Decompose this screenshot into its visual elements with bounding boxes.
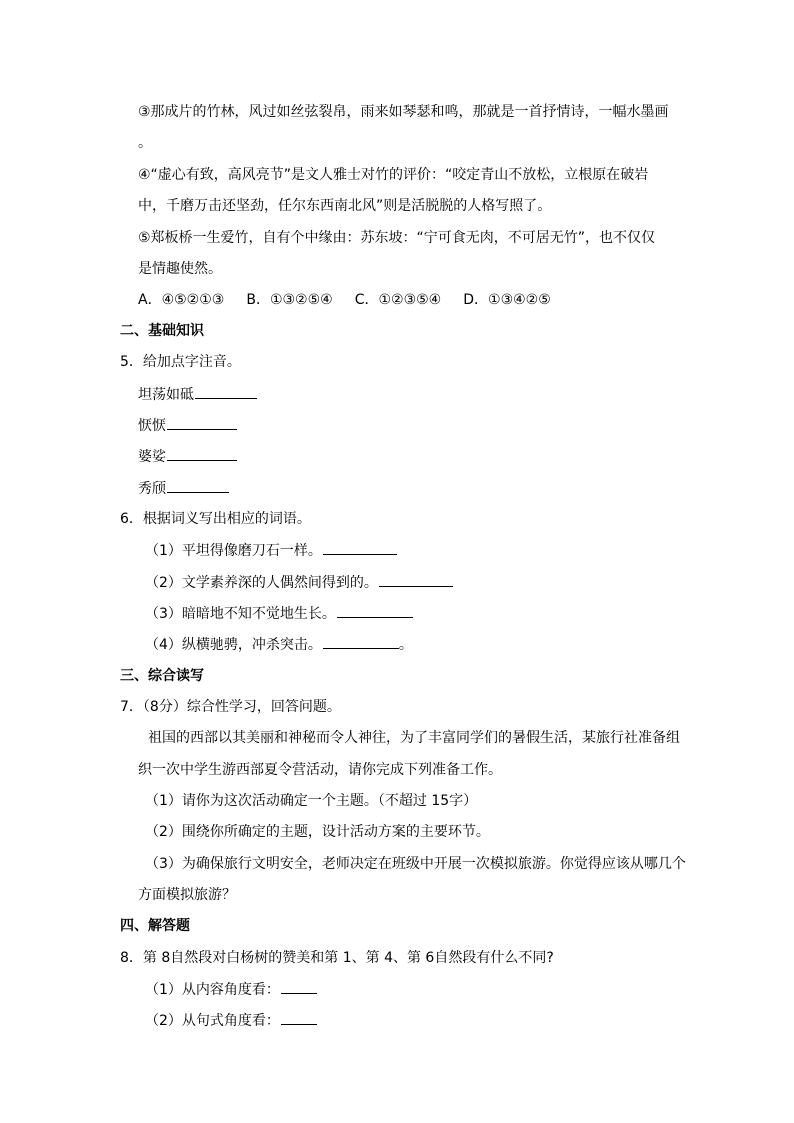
q6-answer-blank-1[interactable] (323, 540, 397, 555)
option-c[interactable]: C．①②③⑤④ (354, 292, 442, 308)
q6-answer-blank-3[interactable] (337, 603, 413, 618)
q8-sub1 (145, 979, 317, 1000)
q5-answer-blank-3[interactable] (167, 446, 237, 461)
q4-item5-line1: ⑤郑板桥一生爱竹，自有个中缘由：苏东坡：“宁可食无肉，不可居无竹”，也不仅仅 (138, 230, 656, 246)
section2-heading: 二、基础知识 (120, 323, 204, 339)
q5-item-1 (138, 384, 257, 405)
q6-item-3-text: （3）暗暗地不知不觉地生长。 (145, 606, 336, 622)
q4-item5-line2: 是情趣使然。 (138, 261, 222, 277)
q7-sub3-line1: （3）为确保旅行文明安全，老师决定在班级中开展一次模拟旅游。你觉得应该从哪几个 (145, 856, 686, 872)
q6-item-4-tail: 。 (398, 637, 413, 653)
q7-stem: 7．（8分）综合性学习，回答问题。 (120, 699, 341, 715)
q6-answer-blank-2[interactable] (379, 572, 453, 587)
q7-sub3-line2: 方面模拟旅游？ (138, 887, 236, 903)
q6-item-4-text: （4）纵横驰骋，冲杀突击。 (145, 637, 322, 653)
q4-options (138, 290, 573, 310)
q6-item-2 (145, 572, 453, 593)
q5-item-1-text: 坦荡如砥 (138, 387, 194, 403)
q5-answer-blank-4[interactable] (167, 478, 229, 493)
q8-sub2-text: （2）从句式角度看： (145, 1013, 280, 1029)
q5-answer-blank-1[interactable] (195, 384, 257, 399)
q5-item-3 (138, 446, 237, 467)
q7-paragraph-line1: 祖国的西部以其美丽和神秘而令人神往，为了丰富同学们的暑假生活，某旅行社准备组 (148, 730, 680, 746)
q6-item-4 (145, 634, 413, 655)
q7-paragraph-line2: 织一次中学生游西部夏令营活动，请你完成下列准备工作。 (138, 762, 502, 778)
q6-answer-blank-4[interactable] (323, 634, 399, 649)
q7-sub1: （1）请你为这次活动确定一个主题。（不超过 15字） (145, 793, 478, 809)
q8-answer-blank-1[interactable] (281, 979, 317, 994)
q6-item-1 (145, 540, 397, 561)
q5-item-3-text: 婆娑 (138, 449, 166, 465)
q4-item4-line2: 中，千磨万击还坚劲，任尔东西南北风”则是活脱脱的人格写照了。 (138, 198, 552, 214)
q5-answer-blank-2[interactable] (167, 415, 237, 430)
q8-sub1-text: （1）从内容角度看： (145, 982, 280, 998)
q8-answer-blank-2[interactable] (281, 1010, 317, 1025)
q4-item4-line1: ④“虚心有致，高风亮节”是文人雅士对竹的评价：“咬定青山不放松，立根原在破岩 (138, 167, 649, 183)
q8-sub2 (145, 1010, 317, 1031)
q5-item-4-text: 秀颀 (138, 481, 166, 497)
q7-sub2: （2）围绕你所确定的主题，设计活动方案的主要环节。 (145, 824, 490, 840)
q6-item-1-text: （1）平坦得像磨刀石一样。 (145, 543, 322, 559)
section4-heading: 四、解答题 (120, 918, 190, 934)
q5-stem: 5．给加点字注音。 (120, 354, 241, 370)
q6-item-3 (145, 603, 413, 624)
q6-item-2-text: （2）文学素养深的人偶然间得到的。 (145, 575, 378, 591)
q6-stem: 6．根据词义写出相应的词语。 (120, 511, 311, 527)
q4-item3-line1: ③那成片的竹林，风过如丝弦裂帛，雨来如琴瑟和鸣，那就是一首抒情诗，一幅水墨画 (138, 104, 669, 120)
q5-item-2 (138, 415, 237, 436)
q4-item3-line2: 。 (138, 135, 152, 151)
option-b[interactable]: B．①③②⑤④ (246, 292, 333, 308)
section3-heading: 三、综合读写 (120, 668, 204, 684)
q5-item-2-text: 恹恹 (138, 418, 166, 434)
option-d[interactable]: D．①③④②⑤ (463, 292, 551, 308)
option-a[interactable]: A．④⑤②①③ (138, 292, 225, 308)
q8-stem: 8．第 8自然段对白杨树的赞美和第 1、第 4、第 6自然段有什么不同? (120, 950, 554, 966)
q5-item-4 (138, 478, 229, 499)
